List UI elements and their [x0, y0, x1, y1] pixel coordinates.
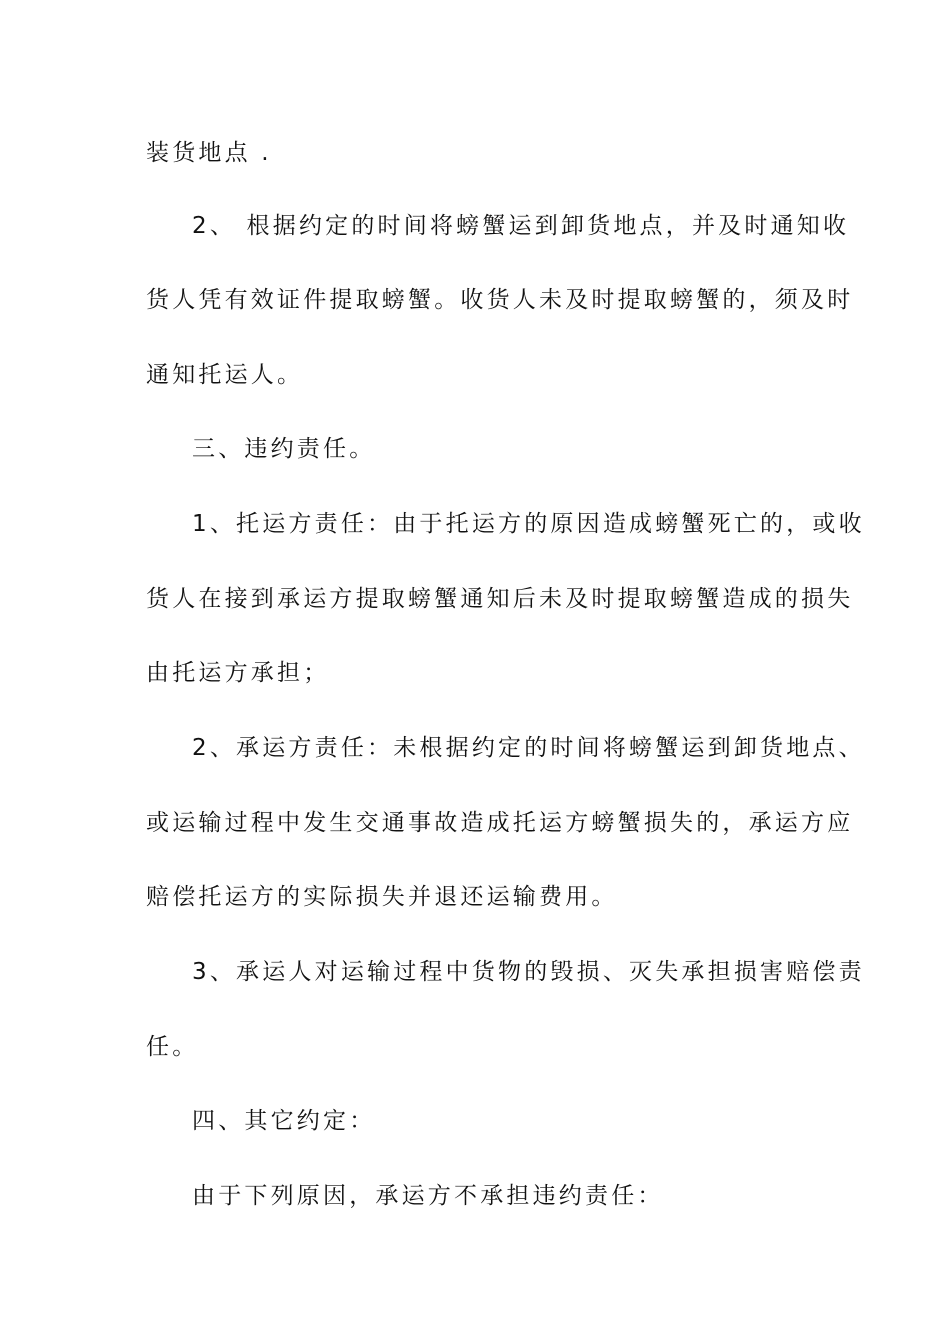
- text-line-clause-2-start: 2、 根据约定的时间将螃蟹运到卸货地点，并及时通知收: [192, 213, 850, 239]
- text-line-shipper-liability-end: 由托运方承担；: [146, 660, 330, 686]
- text-line-clause-3-start: 3、承运人对运输过程中货物的毁损、灭失承担损害赔偿责: [192, 959, 865, 985]
- text-line-carrier-liability-end: 赔偿托运方的实际损失并退还运输费用。: [146, 884, 618, 910]
- text-line-exemptions: 由于下列原因，承运方不承担违约责任：: [192, 1183, 664, 1209]
- text-line-carrier-liability-mid: 或运输过程中发生交通事故造成托运方螃蟹损失的，承运方应: [146, 810, 854, 836]
- text-line-clause-2-end: 通知托运人。: [146, 362, 304, 388]
- text-line-loading-location: 装货地点 .: [146, 140, 272, 166]
- section-heading-other-agreements: 四、其它约定：: [192, 1108, 376, 1134]
- text-line-shipper-liability-mid: 货人在接到承运方提取螃蟹通知后未及时提取螃蟹造成的损失: [146, 586, 854, 612]
- text-line-clause-3-end: 任。: [146, 1034, 199, 1060]
- text-line-shipper-liability-start: 1、托运方责任：由于托运方的原因造成螃蟹死亡的，或收: [192, 511, 865, 537]
- text-line-clause-2-mid: 货人凭有效证件提取螃蟹。收货人未及时提取螃蟹的，须及时: [146, 287, 854, 313]
- section-heading-liability: 三、违约责任。: [192, 436, 376, 462]
- text-line-carrier-liability-start: 2、承运方责任：未根据约定的时间将螃蟹运到卸货地点、: [192, 735, 865, 761]
